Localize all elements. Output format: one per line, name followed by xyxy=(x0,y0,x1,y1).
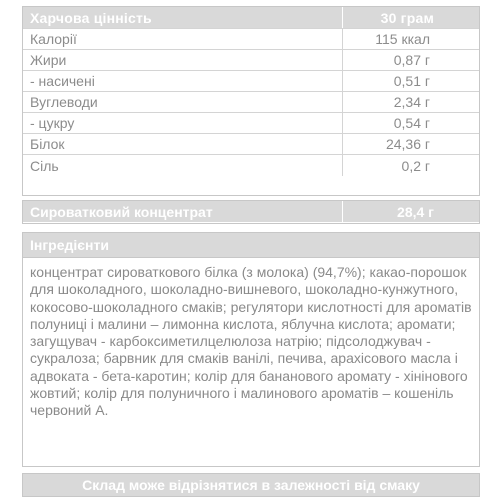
nutrition-value: 115 ккал xyxy=(375,31,430,47)
whey-concentrate-box xyxy=(22,200,480,224)
nutrition-label: Жири xyxy=(23,50,343,70)
composition-note: Склад може відрізнятися в залежності від смаку xyxy=(22,473,480,497)
nutrition-row-carbs xyxy=(23,92,479,113)
nutrition-row-saturated xyxy=(23,71,479,92)
whey-row xyxy=(23,201,479,222)
nutrition-header-row xyxy=(23,7,479,29)
nutrition-header-value: 30 грам xyxy=(380,9,434,26)
whey-label: Сироватковий концентрат xyxy=(23,201,343,222)
ingredients-box xyxy=(22,232,480,467)
nutrition-value: 0,2 г xyxy=(401,157,430,174)
nutrition-label: Сіль xyxy=(23,155,343,176)
nutrition-header-label: Харчова цінність xyxy=(23,7,343,28)
nutrition-row-sugar xyxy=(23,113,479,134)
nutrition-value: 0,54 г xyxy=(393,115,430,131)
nutrition-value: 0,87 г xyxy=(393,52,430,68)
nutrition-row-fat xyxy=(23,50,479,71)
nutrition-row-calories xyxy=(23,29,479,50)
nutrition-label: Білок xyxy=(23,134,343,154)
nutrition-label: Калорії xyxy=(23,29,343,49)
whey-value: 28,4 г xyxy=(397,203,434,220)
nutrition-table xyxy=(22,6,480,196)
nutrition-label: - цукру xyxy=(23,113,343,133)
nutrition-label: - насичені xyxy=(23,71,343,91)
nutrition-label: Вуглеводи xyxy=(23,92,343,112)
nutrition-value: 0,51 г xyxy=(393,73,430,89)
ingredients-title: Інгредієнти xyxy=(23,233,479,258)
nutrition-row-protein xyxy=(23,134,479,155)
nutrition-value: 2,34 г xyxy=(393,94,430,110)
ingredients-text: концентрат сироваткового білка (з молока) (94,7%); какао-порошок для шоколадного, шоколадно-вишневого, шоколадно-кунжутного, кокосово-шоколадного смаків; регулятори кислотності для ароматів полуниці і малини – лимонна кислота, яблучна кислота; аромати; загущувач - карбоксиметилцелюлоза натрію; підсолоджувач - сукралоза; барвник для смаків ванілі, печива, арахісового масла і адвоката - бета-каротин; колір для бананового аромату - хінінового жовтий; колір для полуничного і малинового ароматів – кошеніль червоний А. xyxy=(30,264,472,419)
nutrition-row-salt xyxy=(23,155,479,176)
nutrition-value: 24,36 г xyxy=(385,136,430,152)
